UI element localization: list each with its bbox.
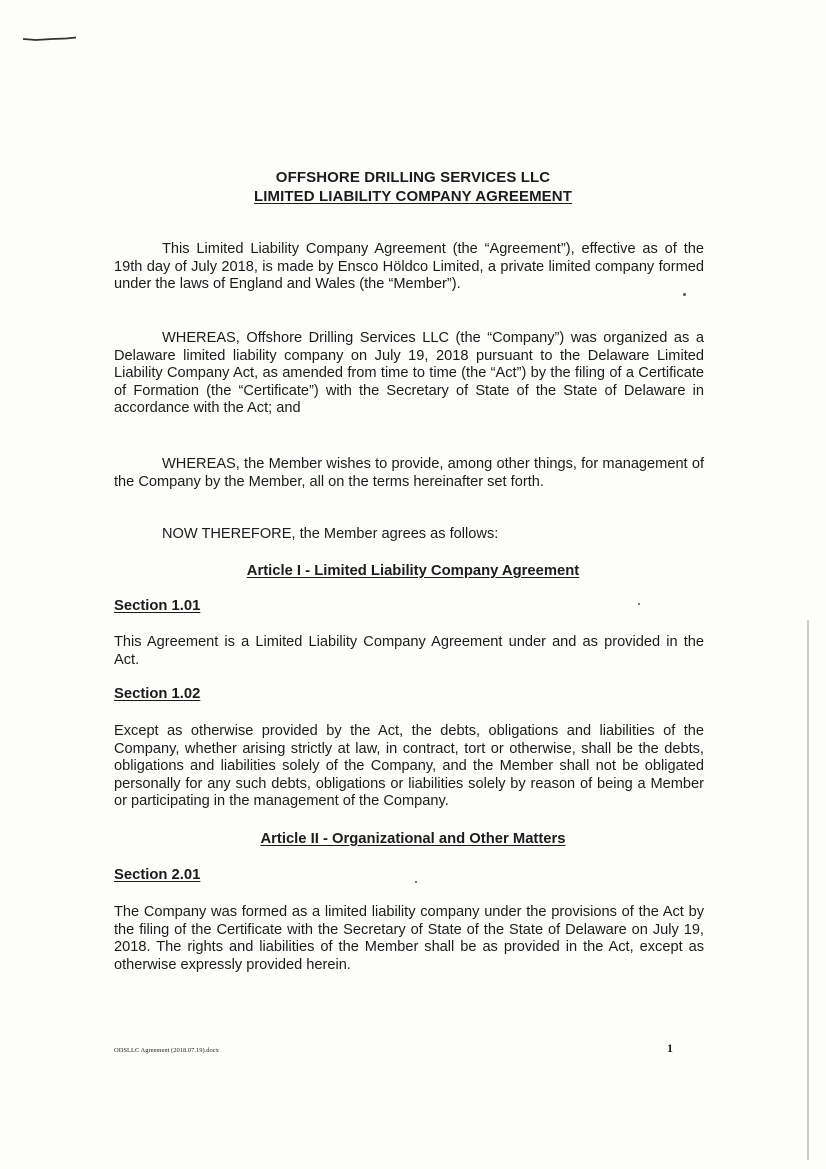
scan-speck (415, 881, 417, 883)
section-2-01-heading: Section 2.01 (114, 867, 201, 883)
section-1-01-heading: Section 1.01 (114, 598, 201, 614)
scan-margin-line (806, 620, 810, 1160)
company-title: OFFSHORE DRILLING SERVICES LLC (275, 169, 551, 186)
section-1-01-text: This Agreement is a Limited Liability Company Agreement under and as provided in the Act. (114, 634, 704, 668)
document-title-block (0, 168, 826, 206)
section-1-02-text: Except as otherwise provided by the Act, the debts, obligations and liabilities of the Company, whether arising strictly at law, in contract, tort or otherwise, shall be the debts, obligations and liabilities solely of the Company, and the Member shall not be obligated personally for any such debts, obligations or liabilities solely by reason of being a Member or participating in the management of the Company. (114, 723, 704, 810)
agreement-title: LIMITED LIABILITY COMPANY AGREEMENT (254, 188, 572, 205)
page-number: 1 (667, 1041, 673, 1055)
scan-speck (638, 603, 640, 605)
article-1-heading: Article I - Limited Liability Company Agreement (246, 563, 580, 579)
intro-paragraph: This Limited Liability Company Agreement (the “Agreement”), effective as of the 19th day of July 2018, is made by Ensco Höldco Limited, a private limited company formed under the laws of England and Wales (the “Member”). (114, 241, 704, 293)
scan-mark-stroke (22, 36, 78, 42)
section-2-01-text: The Company was formed as a limited liability company under the provisions of the Act by the filing of the Certificate with the Secretary of State of the State of Delaware on July 19, 2018. The rights and liabilities of the Member shall be as provided in the Act, except as otherwise expressly provided herein. (114, 904, 704, 973)
whereas-paragraph-1: WHEREAS, Offshore Drilling Services LLC (the “Company”) was organized as a Delaware limited liability company on July 19, 2018 pursuant to the Delaware Limited Liability Company Act, as amended from time to time (the “Act”) by the filing of a Certificate of Formation (the “Certificate”) with the Secretary of State of the State of Delaware in accordance with the Act; and (114, 330, 704, 417)
article-2-heading: Article II - Organizational and Other Matters (260, 831, 566, 847)
section-1-02-heading: Section 1.02 (114, 686, 201, 702)
whereas-paragraph-2: WHEREAS, the Member wishes to provide, among other things, for management of the Company by the Member, all on the terms hereinafter set forth. (114, 456, 704, 490)
now-therefore-paragraph: NOW THEREFORE, the Member agrees as follows: (162, 526, 499, 542)
footer-filename: ODSLLC Agreement (2018.07.19).docx (114, 1047, 219, 1054)
